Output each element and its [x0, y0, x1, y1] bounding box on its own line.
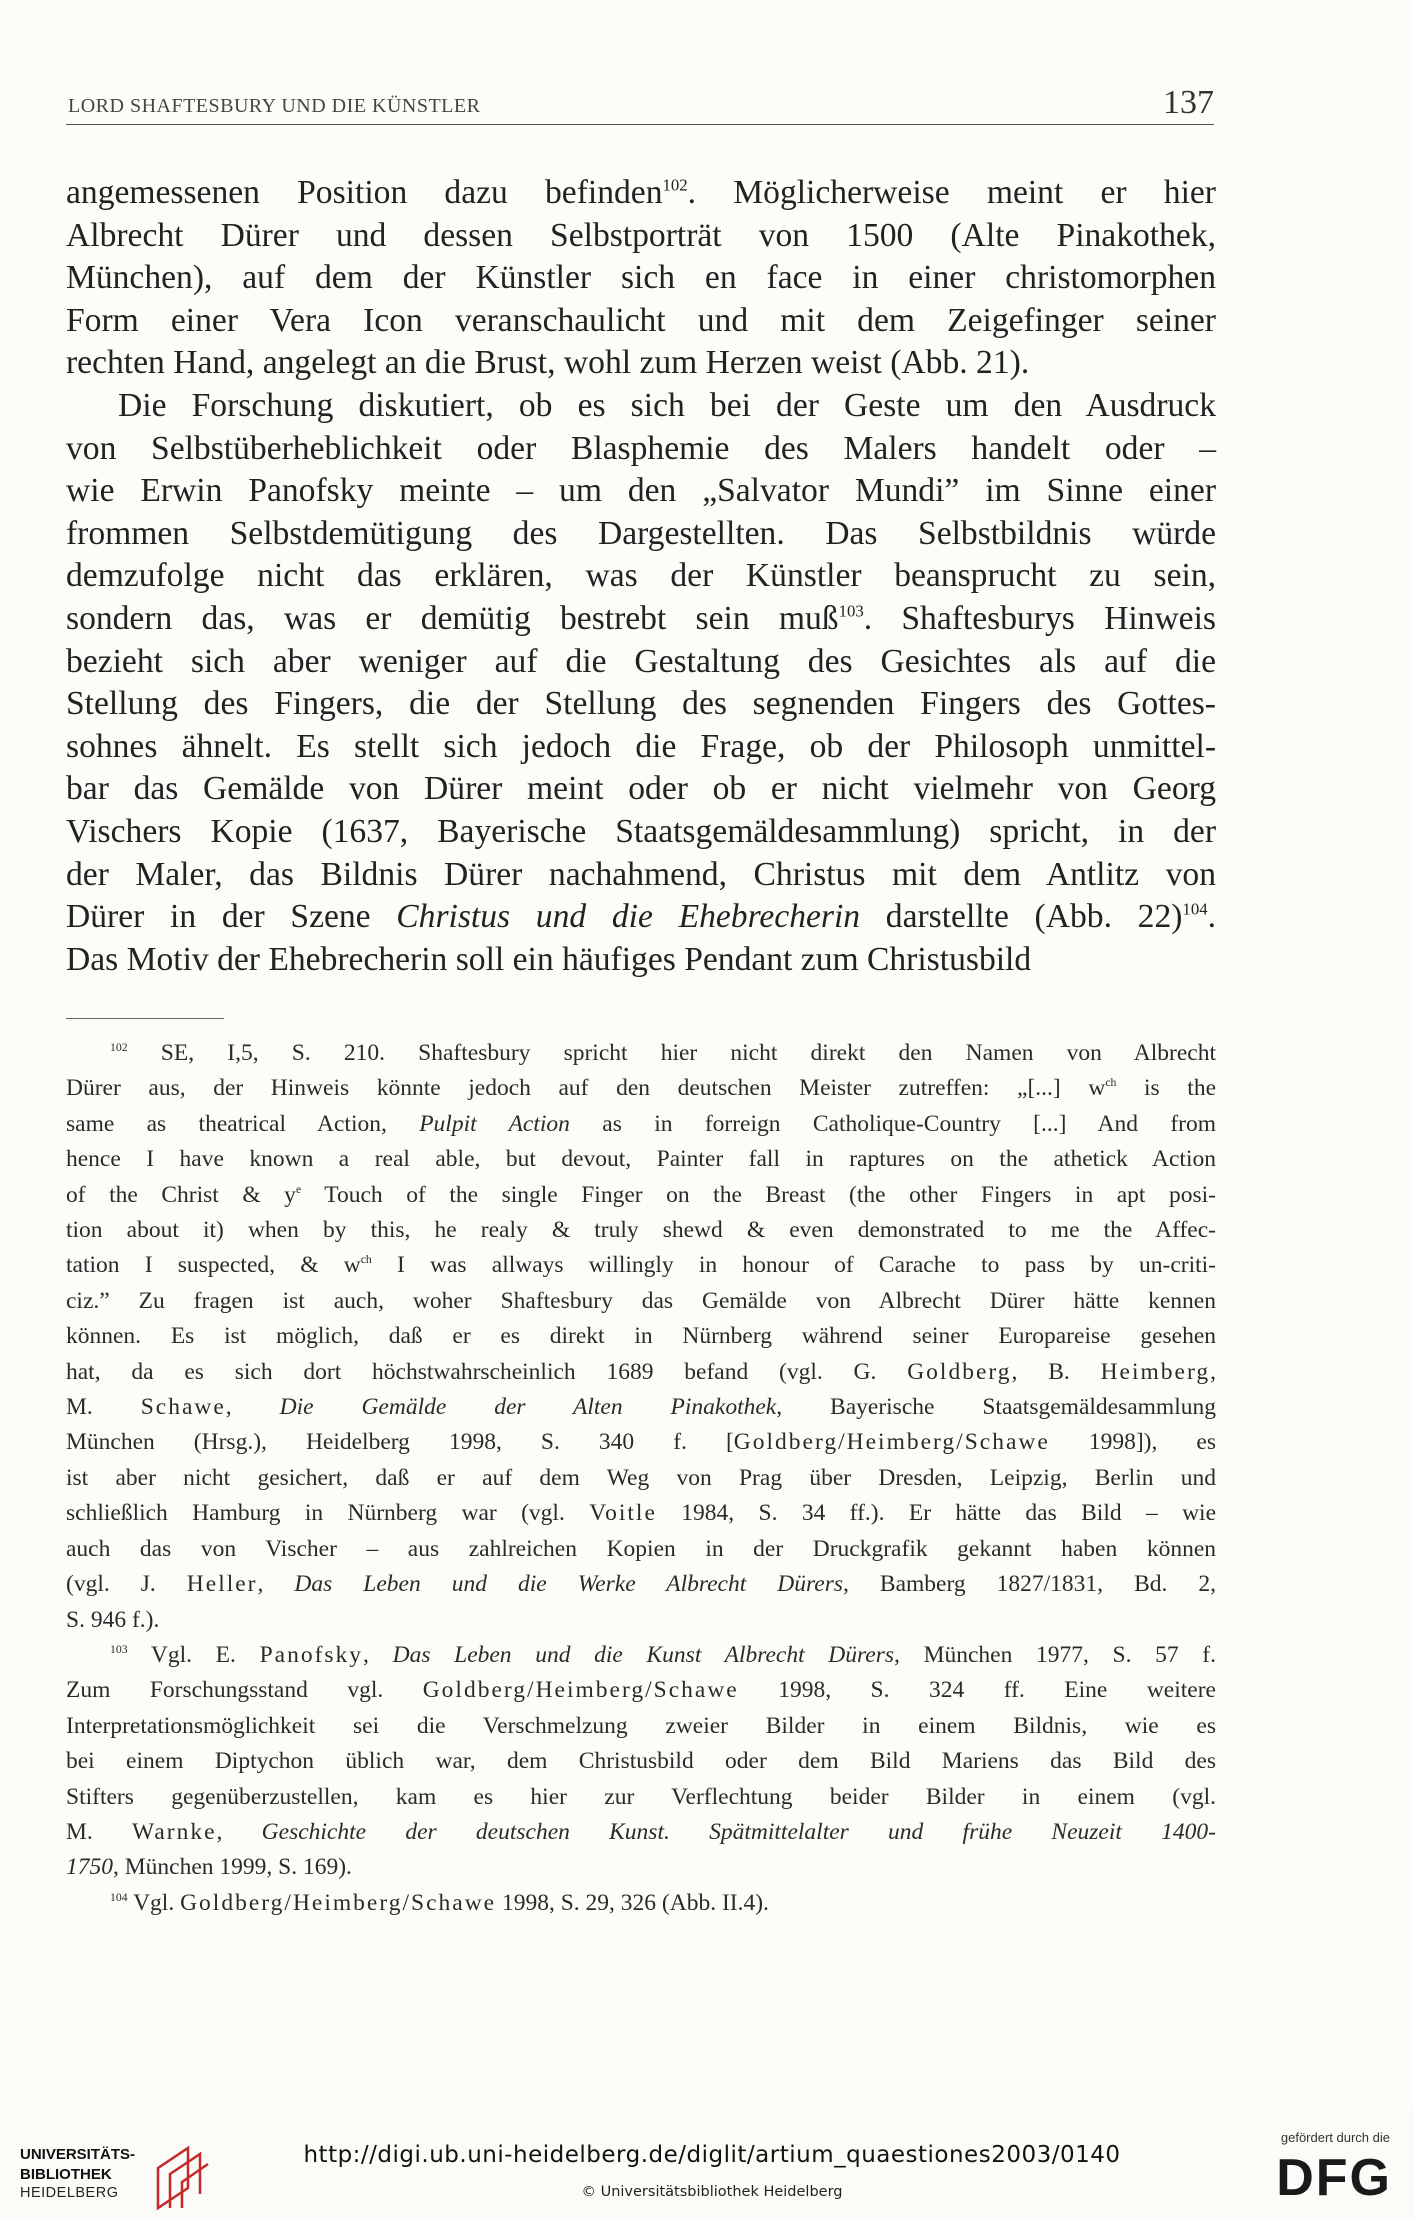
paragraph-2: [66, 385, 1216, 981]
ub-mark-icon: [148, 2142, 220, 2212]
dfg-label: gefördert durch die: [1280, 2130, 1390, 2145]
text-line: demzufolge nicht das erklären, was der Künstler beansprucht zu sein,: [66, 557, 1216, 595]
running-head: [66, 84, 1214, 125]
page-number: 137: [1163, 84, 1214, 121]
footnote-103: $^{103}$ Vgl. E. Panofsky, Das Leben und die Kunst Albrecht Dürers, München 1977, S. 57 f. Zum Forschungsstand vgl. Goldberg/Heimberg/Schawe 1998, S. 324 ff. Eine weitere Interpretationsmöglichkeit sei die Verschmelzung zweier Bilder in einem Bildnis, wie es bei einem Diptychon üblich war, dem Christusbild oder dem Bild Mariens das Bild des Stifters gegenüberzustellen, kam es hier zur Verflechtung beider Bilder in einem (vgl. M. Warnke, Geschichte der deutschen Kunst. Spätmittelalter und frühe Neuzeit 1400- 1750, München 1999, S. 169).: [66, 1641, 1217, 1881]
text-line: Vischers Kopie (1637, Bayerische Staatsgemäldesammlung) spricht, in der: [66, 812, 1216, 850]
running-title: LORD SHAFTESBURY UND DIE KÜNSTLER: [68, 95, 481, 117]
text-line: Albrecht Dürer und dessen Selbstporträt von 1500 (Alte Pinakothek,: [66, 216, 1216, 254]
text-line: bezieht sich aber weniger auf die Gestaltung des Gesichtes als auf die: [66, 642, 1216, 680]
text-line: frommen Selbstdemütigung des Dargestellten. Das Selbstbildnis würde: [66, 514, 1216, 552]
text-line: Die Forschung diskutiert, ob es sich bei der Geste um den Ausdruck: [118, 386, 1216, 424]
text-line: Das Motiv der Ehebrecherin soll ein häufiges Pendant zum Christusbild: [66, 940, 1032, 978]
text-line: der Maler, das Bildnis Dürer nachahmend, Christus mit dem Antlitz von: [66, 855, 1216, 893]
ub-heidelberg-logo[interactable]: UNIVERSITÄTS- BIBLIOTHEK HEIDELBERG: [20, 2138, 220, 2212]
footnote-ref-102[interactable]: 102: [662, 175, 688, 195]
text-line: sondern das, was er demütig bestrebt sein muß$^{103}$. Shaftesburys Hinweis: [66, 599, 1216, 637]
text-line: Dürer in der Szene Christus und die Ehebrecherin darstellte (Abb. 22)$^{104}$.: [66, 898, 1216, 936]
paragraph-1: [66, 172, 1216, 385]
footnote-ref-104[interactable]: 104: [1182, 899, 1208, 919]
text-line: Form einer Vera Icon veranschaulicht und mit dem Zeigefinger seiner: [66, 301, 1216, 339]
text-line: bar das Gemälde von Dürer meint oder ob er nicht vielmehr von Georg: [66, 770, 1216, 808]
text-line: München), auf dem der Künstler sich en face in einer christomorphen: [66, 259, 1216, 297]
footer: [0, 2110, 1414, 2218]
text-line: sohnes ähnelt. Es stellt sich jedoch die Frage, ob der Philosoph unmittel-: [66, 727, 1216, 765]
footnote-102: $^{102}$ SE, I,5, S. 210. Shaftesbury spricht hier nicht direkt den Namen von Albrecht Dürer aus, der Hinweis könnte jedoch auf den deutschen Meister zutreffen: „[...] $w^{ch}$ is the same as theatrical Action, Pulpit Action as in forreign Catholique-Country [...] And from hence I have known a real able, but devout, Painter fall in raptures on the athetick Action of the Christ & $y^e$ Touch of the single Finger on the Breast (the other Fingers in apt posi- tion about it) when by this, he realy & truly shewd & even demonstrated to me the Affec- tation I suspected, & $w^{ch}$ I was allways willingly in honour of Carache to pass by un-criti- ciz.” Zu fragen ist auch, woher Shaftesbury das Gemälde von Albrecht Dürer hätte kennen können. Es ist möglich, daß er es direkt in Nürnberg während seiner Europareise gesehen hat, da es sich dort höchstwahrscheinlich 1689 befand (vgl. G. Goldberg, B. Heimberg, M. Schawe, Die Gemälde der Alten Pinakothek, Bayerische Staatsgemäldesammlung München (Hrsg.), Heidelberg 1998, S. 340 f. [Goldberg/Heimberg/Schawe 1998]), es ist aber nicht gesichert, daß er auf dem Weg von Prag über Dresden, Leipzig, Berlin und schließlich Hamburg in Nürnberg war (vgl. Voitle 1984, S. 34 ff.). Er hätte das Bild – wie auch das von Vischer – aus zahlreichen Kopien in der Druckgrafik gekannt haben können (vgl. J. Heller, Das Leben und die Werke Albrecht Dürers, Bamberg 1827/1831, Bd. 2, S. 946 f.).: [66, 1040, 1217, 1633]
copyright-notice: © Universitätsbibliothek Heidelberg: [581, 2184, 843, 2200]
body-text: [66, 172, 1216, 981]
text-line: von Selbstüberheblichkeit oder Blasphemie des Malers handelt oder –: [66, 429, 1216, 467]
footnote-104: $^{104}$ Vgl. Goldberg/Heimberg/Schawe 1998, S. 29, 326 (Abb. II.4).: [110, 1889, 769, 1916]
footnote-divider: [66, 1018, 224, 1019]
text-line: angemessenen Position dazu befinden$^{102}$. Möglicherweise meint er hier: [66, 174, 1216, 211]
footnotes: [66, 1036, 1216, 1921]
text-line: wie Erwin Panofsky meinte – um den „Salvator Mundi” im Sinne einer: [66, 472, 1216, 510]
dfg-logo[interactable]: DFG: [1276, 2149, 1392, 2207]
text-line: Stellung des Fingers, die der Stellung des segnenden Fingers des Gottes-: [66, 685, 1216, 723]
footnote-ref-103[interactable]: 103: [838, 601, 864, 621]
permalink-url[interactable]: http://digi.ub.uni-heidelberg.de/diglit/artium_quaestiones2003/0140: [303, 2142, 1121, 2168]
text-line: rechten Hand, angelegt an die Brust, wohl zum Herzen weist (Abb. 21).: [66, 344, 1030, 382]
